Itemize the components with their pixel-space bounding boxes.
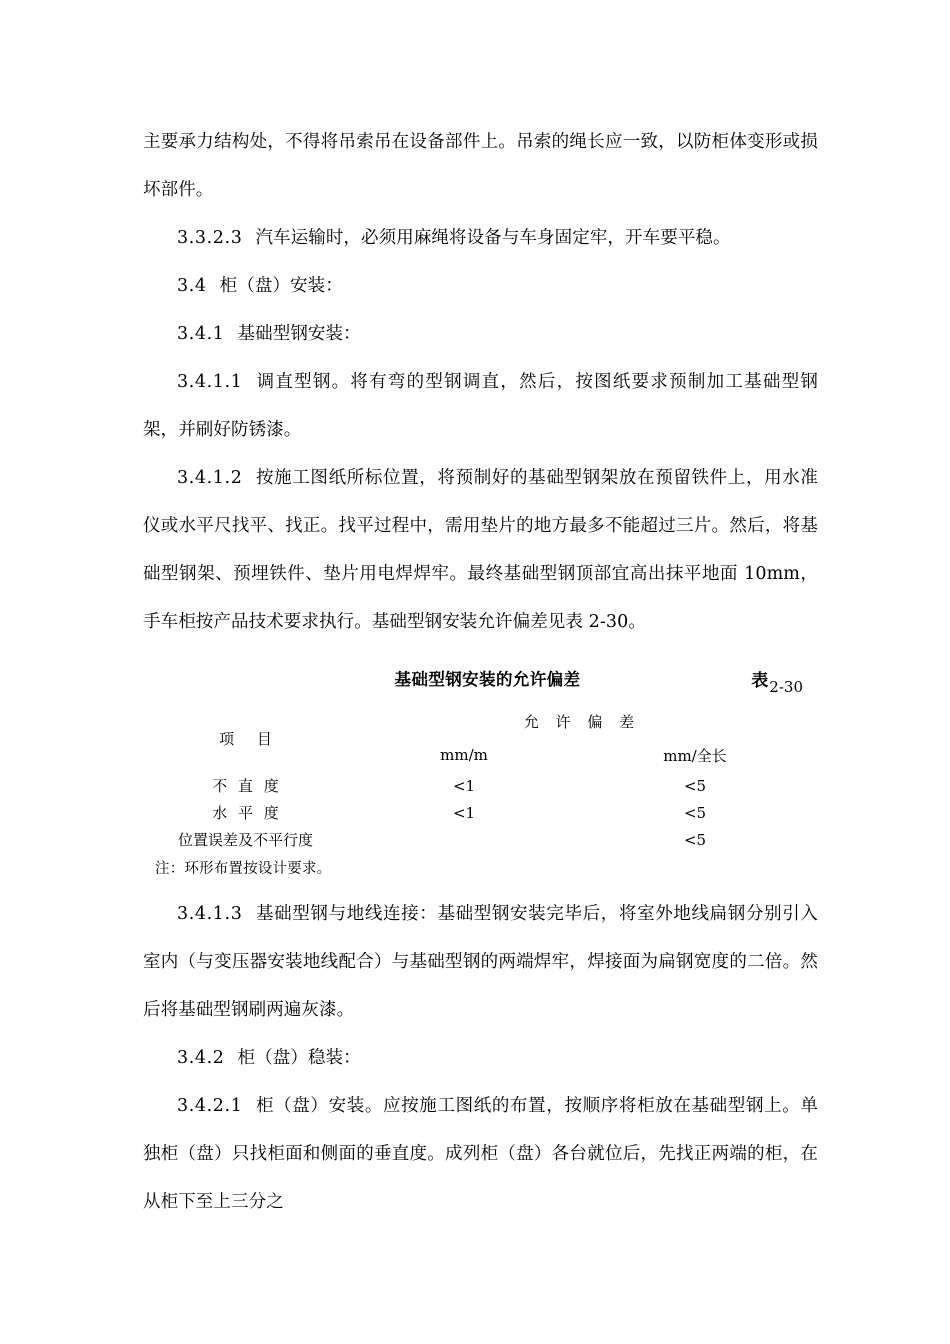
table-label-number: 2-30 bbox=[769, 678, 803, 696]
header-mm-per-m-label: mm/m bbox=[440, 746, 488, 764]
allowable-deviation-table-block bbox=[143, 666, 810, 878]
paragraph-text: 基础型钢与地线连接：基础型钢安装完毕后，将室外地线扁钢分别引入室内（与变压器安装地线配合）与基础型钢的两端焊牢，焊接面为扁钢宽度的二倍。然后将基础型钢刷两遍灰漆。 bbox=[143, 904, 818, 1020]
paragraph-text: 柜（盘）安装。应按施工图纸的布置，按顺序将柜放在基础型钢上。单独柜（盘）只找柜面和侧面的垂直度。成列柜（盘）各台就位后，先找正两端的柜，在从柜下至上三分之 bbox=[143, 1096, 818, 1212]
paragraph-3-4-2-1 bbox=[143, 1082, 818, 1226]
row-mm-total-value bbox=[580, 799, 810, 826]
paragraph-3-4-1-3 bbox=[143, 890, 818, 1034]
header-mm-total-label: mm/全长 bbox=[663, 746, 727, 765]
paragraph-number: 3.4.2 bbox=[177, 1048, 225, 1068]
paragraph-number: 3.4.1.2 bbox=[177, 468, 243, 488]
table-label-prefix: 表 bbox=[751, 671, 769, 691]
paragraph-number: 3.4 bbox=[177, 276, 207, 296]
row-mm-per-m-value bbox=[348, 799, 580, 826]
paragraph-number: 3.4.2.1 bbox=[177, 1096, 243, 1116]
row-item-label bbox=[143, 772, 348, 799]
paragraph-text: 柜（盘）安装： bbox=[219, 276, 343, 296]
row-item-label bbox=[143, 826, 348, 853]
cell-text: 不 直 度 bbox=[212, 777, 282, 795]
row-mm-per-m-value bbox=[348, 826, 580, 853]
paragraph-text: 柜（盘）稳装： bbox=[237, 1048, 361, 1068]
paragraph-3-4-1-2 bbox=[143, 454, 818, 646]
lower-text-block bbox=[143, 890, 818, 1226]
table-note: 注：环形布置按设计要求。 bbox=[155, 861, 332, 877]
table-row bbox=[143, 799, 810, 826]
cell-text: 水 平 度 bbox=[212, 804, 282, 822]
paragraph-number: 3.3.2.3 bbox=[177, 228, 243, 248]
allowable-deviation-table bbox=[143, 704, 810, 853]
header-cell-item bbox=[143, 704, 348, 772]
paragraph-3-4-1-1 bbox=[143, 358, 818, 454]
row-mm-total-value bbox=[580, 826, 810, 853]
row-mm-per-m-value bbox=[348, 772, 580, 799]
header-item-label: 项 目 bbox=[219, 729, 281, 748]
paragraph-number: 3.4.1.3 bbox=[177, 904, 243, 924]
header-cell-mm-total bbox=[580, 738, 810, 772]
paragraph-text: 主要承力结构处，不得将吊索吊在设备部件上。吊索的绳长应一致，以防柜体变形或损坏部件。 bbox=[143, 132, 818, 200]
row-mm-total-value bbox=[580, 772, 810, 799]
paragraph-3-4-2 bbox=[143, 1034, 818, 1082]
paragraph-number: 3.4.1.1 bbox=[177, 372, 243, 392]
table-caption: 基础型钢安装的允许偏差 bbox=[394, 670, 581, 689]
header-cell-mm-per-m bbox=[348, 738, 580, 772]
table-label bbox=[751, 666, 803, 696]
paragraph-text: 汽车运输时，必须用麻绳将设备与车身固定牢，开车要平稳。 bbox=[255, 228, 731, 248]
cell-text: <5 bbox=[683, 776, 707, 795]
paragraph-text: 调直型钢。将有弯的型钢调直，然后，按图纸要求预制加工基础型钢架，并刷好防锈漆。 bbox=[143, 372, 818, 440]
table-caption-row bbox=[143, 666, 810, 702]
paragraph-continued bbox=[143, 118, 818, 214]
cell-text: <1 bbox=[452, 776, 476, 795]
table-row bbox=[143, 826, 810, 853]
table-header-row-group bbox=[143, 704, 810, 738]
header-cell-group bbox=[348, 704, 810, 738]
paragraph-text: 按施工图纸所标位置，将预制好的基础型钢架放在预留铁件上，用水准仪或水平尺找平、找正。找平过程中，需用垫片的地方最多不能超过三片。然后，将基础型钢架、预埋铁件、垫片用电焊焊牢。最终基础型钢顶部宜高出抹平地面 10mm，手车柜按产品技术要求执行。基础型钢安装允许偏差见表 2-30。 bbox=[143, 468, 818, 632]
cell-text: <1 bbox=[452, 803, 476, 822]
paragraph-text: 基础型钢安装： bbox=[237, 324, 361, 344]
paragraph-3-4-1 bbox=[143, 310, 818, 358]
upper-text-block bbox=[143, 118, 818, 646]
paragraph-3-3-2-3 bbox=[143, 214, 818, 262]
cell-text: <5 bbox=[683, 830, 707, 849]
cell-text: <5 bbox=[683, 803, 707, 822]
table-row bbox=[143, 772, 810, 799]
row-item-label bbox=[143, 799, 348, 826]
paragraph-number: 3.4.1 bbox=[177, 324, 225, 344]
header-group-label: 允 许 偏 差 bbox=[523, 712, 641, 731]
cell-text: 位置误差及不平行度 bbox=[177, 831, 313, 849]
paragraph-3-4 bbox=[143, 262, 818, 310]
